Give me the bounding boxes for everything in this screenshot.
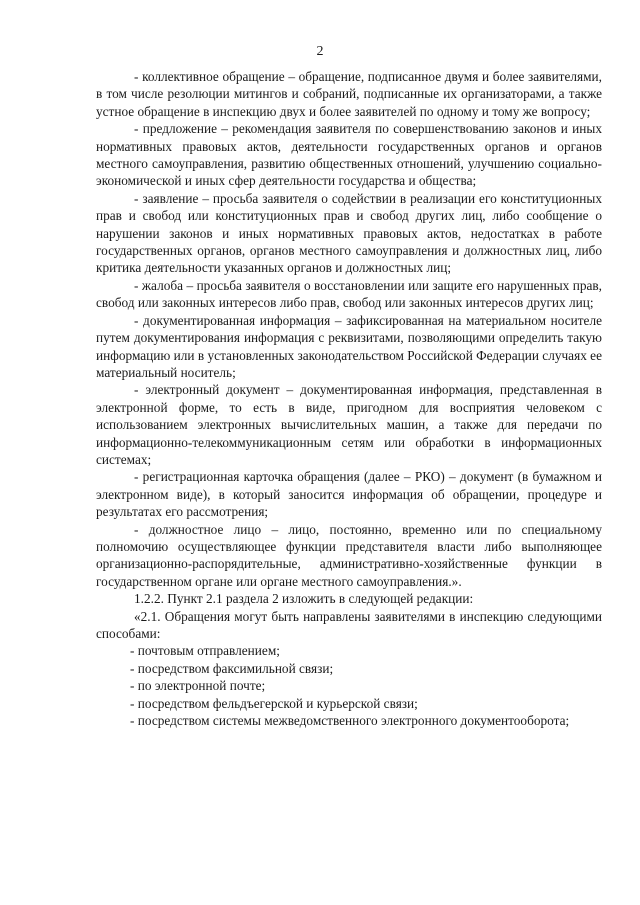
paragraph-statement: - заявление – просьба заявителя о содействии в реализации его конституционных прав и свобод или конституционных прав и свобод других лиц, либо сообщение о нарушении законов и иных нормативных правовых актов, недостатках в работе государственных органов, органов местного самоуправления и должностных лиц, либо критика деятельности указанных органов и должностных лиц;: [96, 190, 602, 276]
list-item-post: - почтовым отправлением;: [130, 643, 280, 659]
paragraph-proposal: - предложение – рекомендация заявителя по совершенствованию законов и иных нормативных правовых актов, деятельности государственных органов и органов местного самоуправления, развитию общественных отношений, улучшению социально-экономической и иных сфер деятельности государства и общества;: [96, 121, 602, 189]
paragraph-collective-appeal: - коллективное обращение – обращение, подписанное двумя и более заявителями, в том числе резолюции митингов и собраний, подписанные их организаторами, а также устное обращение в инспекцию двух и более заявителей по одному и тому же вопросу;: [96, 69, 602, 119]
paragraph-submission-methods: «2.1. Обращения могут быть направлены заявителями в инспекцию следующими способами:: [96, 608, 602, 641]
page-number: 2: [316, 44, 324, 59]
list-item-fax: - посредством факсимильной связи;: [130, 660, 334, 676]
paragraph-amendment-clause: 1.2.2. Пункт 2.1 раздела 2 изложить в следующей редакции:: [134, 591, 474, 607]
list-item-edms: - посредством системы межведомственного электронного документооборота;: [130, 713, 570, 729]
paragraph-official: - должностное лицо – лицо, постоянно, временно или по специальному полномочию осуществляющее функции представителя власти либо выполняющее организационно-распорядительные, административно-хозяйственные функции в государственном органе или органе местного самоуправления.».: [96, 521, 602, 589]
paragraph-documented-information: - документированная информация – зафиксированная на материальном носителе путем документирования информация с реквизитами, позволяющими определить такую информацию или в установленных законодательством Российской Федерации случаях ее материальный носитель;: [96, 312, 602, 380]
paragraph-complaint: - жалоба – просьба заявителя о восстановлении или защите его нарушенных прав, свобод или законных интересов либо прав, свобод или законных интересов других лиц;: [96, 277, 602, 311]
paragraph-registration-card: - регистрационная карточка обращения (далее – РКО) – документ (в бумажном и электронном виде), в который заносится информация об обращении, процедуре и результатах его рассмотрения;: [96, 469, 602, 520]
list-item-courier: - посредством фельдъегерской и курьерской связи;: [130, 695, 418, 711]
list-item-email: - по электронной почте;: [130, 678, 266, 694]
paragraph-electronic-document: - электронный документ – документированная информация, представленная в электронной форме, то есть в виде, пригодном для восприятия человеком с использованием электронных вычислительных машин, а также для передачи по информационно-телекоммуникационным сетям или обработки в информационных системах;: [96, 382, 602, 467]
document-body: [96, 68, 602, 729]
